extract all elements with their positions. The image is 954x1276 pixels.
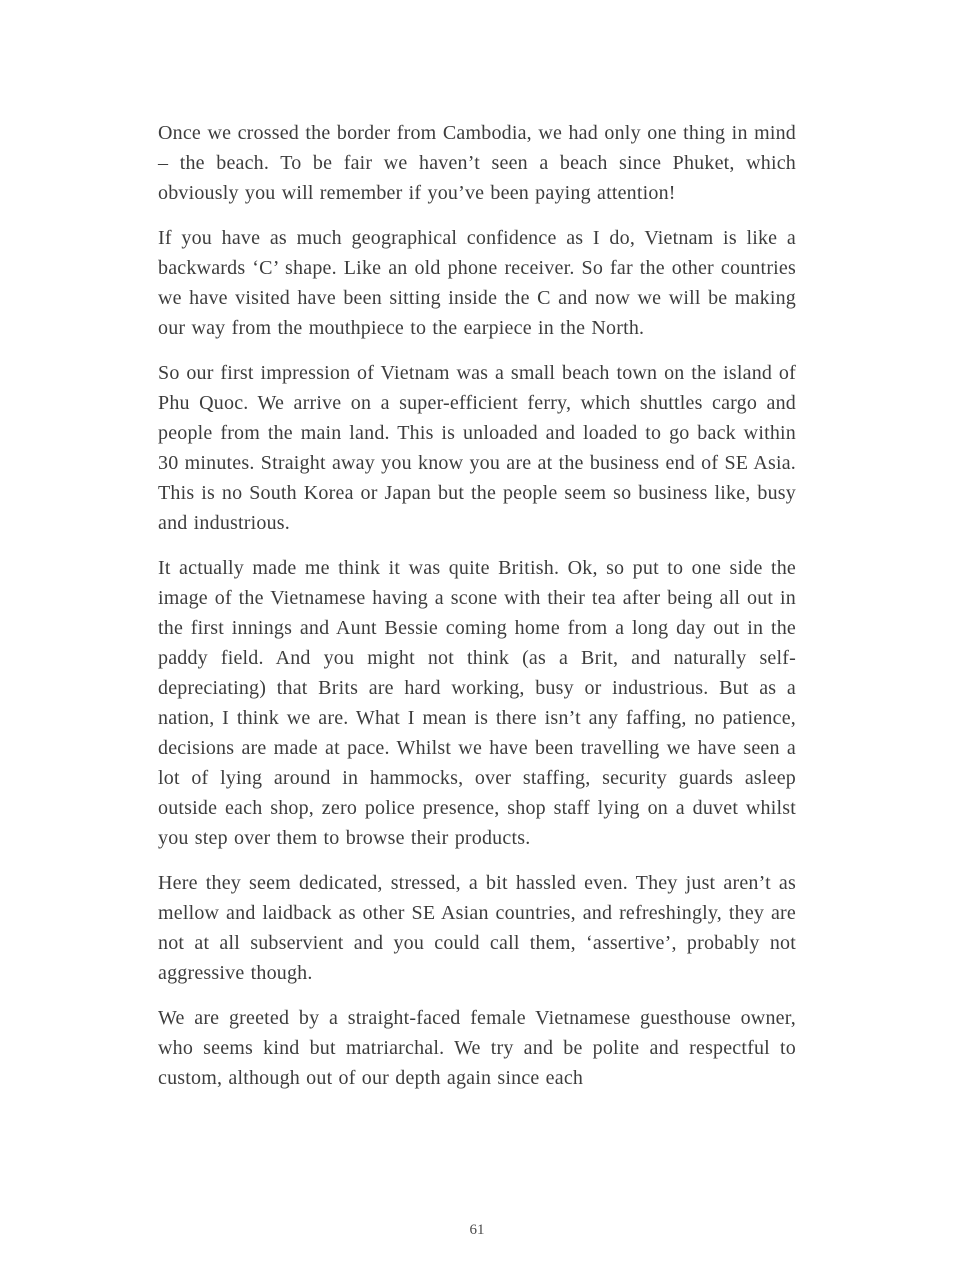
paragraph: It actually made me think it was quite British. Ok, so put to one side the image of the Vietnamese having a scone with their tea after being all out in the first innings and Aunt Bessie coming home from a long day out in the paddy field. And you might not think (as a Brit, and naturally self-depreciating) that Brits are hard working, busy or industrious. But as a nation, I think we are. What I mean is there isn’t any faffing, no patience, decisions are made at pace. Whilst we have been travelling we have seen a lot of lying around in hammocks, over staffing, security guards asleep outside each shop, zero police presence, shop staff lying on a duvet whilst you step over them to browse their products. <box>158 557 796 849</box>
paragraph: So our first impression of Vietnam was a small beach town on the island of Phu Quoc. We arrive on a super-efficient ferry, which shuttles cargo and people from the main land. This is unloaded and loaded to go back within 30 minutes. Straight away you know you are at the business end of SE Asia. This is no South Korea or Japan but the people seem so business like, busy and industrious. <box>158 362 796 534</box>
paragraph: Once we crossed the border from Cambodia, we had only one thing in mind – the beach. To be fair we haven’t seen a beach since Phuket, which obviously you will remember if you’ve been paying attention! <box>158 122 796 204</box>
paragraph: We are greeted by a straight-faced female Vietnamese guesthouse owner, who seems kind but matriarchal. We try and be polite and respectful to custom, although out of our depth again since each <box>158 1007 796 1089</box>
page-text-block <box>158 118 796 1108</box>
paragraph: If you have as much geographical confidence as I do, Vietnam is like a backwards ‘C’ shape. Like an old phone receiver. So far the other countries we have visited have been sitting inside the C and now we will be making our way from the mouthpiece to the earpiece in the North. <box>158 227 796 339</box>
page-number: 61 <box>469 1222 485 1238</box>
paragraph: Here they seem dedicated, stressed, a bit hassled even. They just aren’t as mellow and laidback as other SE Asian countries, and refreshingly, they are not at all subservient and you could call them, ‘assertive’, probably not aggressive though. <box>158 872 796 984</box>
